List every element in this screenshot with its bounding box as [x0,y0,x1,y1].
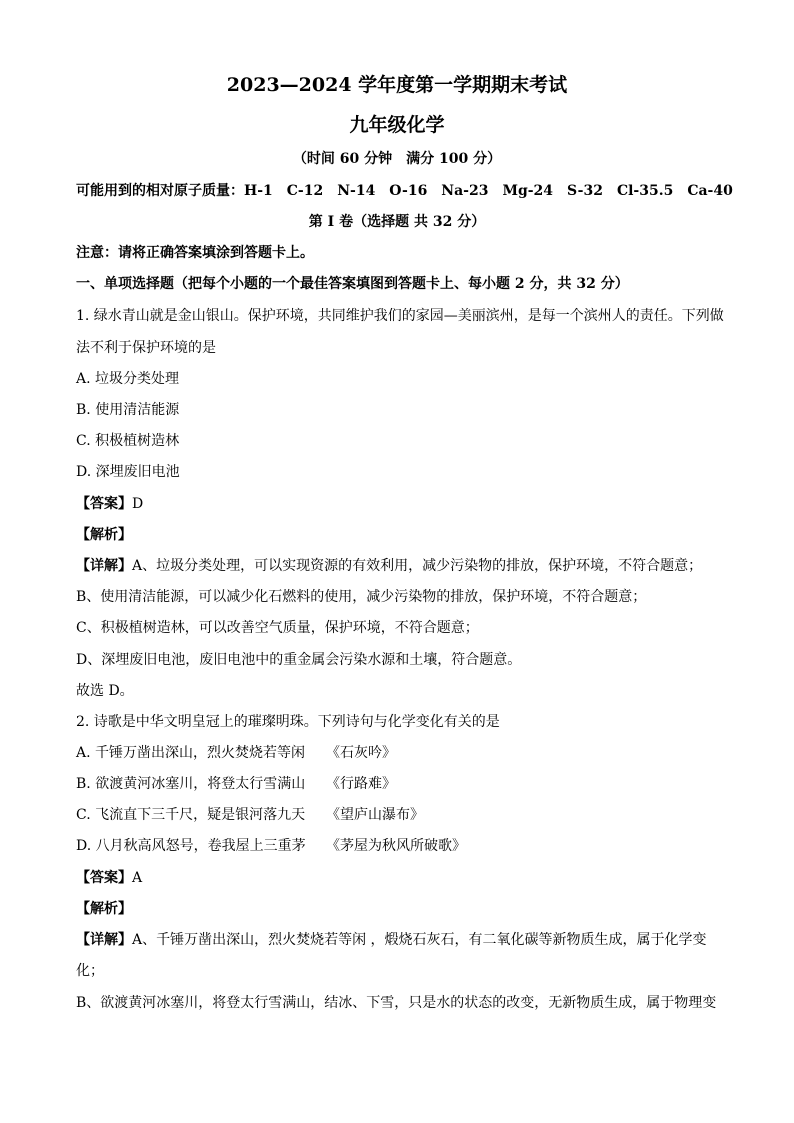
section-title: 一、单项选择题（把每个小题的一个最佳答案填图到答题卡上、每小题 2 分，共 32 分） [76,276,629,292]
q1-answer-tag: 【答案】 [76,496,132,512]
exam-title: 2023—2024 学年度第一学期期末考试 [226,74,568,96]
q2-option-a-source: 《石灰吟》 [326,745,396,761]
q2-answer [76,869,724,887]
q1-detail-line1 [76,557,724,575]
part-title: 第 I 卷（选择题 共 32 分） [308,214,486,230]
q2-answer-tag: 【答案】 [76,870,132,886]
q1-stem-line1: 1. 绿水青山就是金山银山。保护环境，共同维护我们的家园—美丽滨州，是每一个滨州人的责任。下列做 [76,308,724,324]
q1-detail-text: A、垃圾分类处理，可以实现资源的有效利用，减少污染物的排放，保护环境，不符合题意； [132,558,703,574]
time-info: （时间 60 分钟 满分 100 分） [292,151,502,167]
q2-option-a [76,744,724,762]
q1-stem-line2: 法不利于保护环境的是 [76,340,216,356]
q2-detail-text: A、千锤万凿出深山，烈火焚烧若等闲 ，煅烧石灰石，有二氧化碳等新物质生成，属于化学变 [132,932,707,948]
exam-subtitle: 九年级化学 [349,114,445,136]
atomic-masses: 可能用到的相对原子质量：H-1 C-12 N-14 O-16 Na-23 Mg-24 S-32 Cl-35.5 Ca-40 [76,183,733,199]
q2-option-d-text: D. 八月秋高风怒号，卷我屋上三重茅 [76,838,306,854]
q2-answer-value: A [132,870,143,886]
q2-option-b [76,775,724,793]
q1-detail-line3: C、积极植树造林，可以改善空气质量，保护环境，不符合题意； [76,620,479,636]
q2-option-a-text: A. 千锤万凿出深山，烈火焚烧若等闲 [76,745,306,761]
q1-detail-line4: D、深埋废旧电池，废旧电池中的重金属会污染水源和土壤，符合题意。 [76,652,522,668]
notice: 注意：请将正确答案填涂到答题卡上。 [76,245,314,261]
q1-option-a: A. 垃圾分类处理 [76,371,180,387]
q1-answer-value: D [132,496,144,512]
q1-detail-line2: B、使用清洁能源，可以减少化石燃料的使用，减少污染物的排放，保护环境，不符合题意； [76,589,647,605]
q2-option-c [76,806,724,824]
q1-option-c: C. 积极植树造林 [76,433,180,449]
q1-option-d: D. 深埋废旧电池 [76,464,180,480]
q1-conclusion: 故选 D。 [76,683,134,699]
q2-option-b-source: 《行路难》 [326,776,396,792]
q2-detail-tag: 【详解】 [76,932,132,948]
q2-stem: 2. 诗歌是中华文明皇冠上的璀璨明珠。下列诗句与化学变化有关的是 [76,714,500,730]
q2-option-b-text: B. 欲渡黄河冰塞川，将登太行雪满山 [76,776,306,792]
q1-answer [76,495,724,513]
q1-detail-tag: 【详解】 [76,558,132,574]
q2-detail-line3: B、欲渡黄河冰塞川，将登太行雪满山，结冰、下雪，只是水的状态的改变，无新物质生成，属于物理变 [76,995,717,1011]
q2-option-c-source: 《望庐山瀑布》 [326,807,424,823]
q2-option-d-source: 《茅屋为秋风所破歌》 [326,838,466,854]
q2-analysis-tag: 【解析】 [76,901,132,917]
q2-detail-line1 [76,931,724,949]
q2-option-d [76,837,724,855]
q1-option-b: B. 使用清洁能源 [76,402,180,418]
q2-detail-line2: 化； [76,963,104,979]
q2-option-c-text: C. 飞流直下三千尺，疑是银河落九天 [76,807,306,823]
q1-analysis-tag: 【解析】 [76,527,132,543]
